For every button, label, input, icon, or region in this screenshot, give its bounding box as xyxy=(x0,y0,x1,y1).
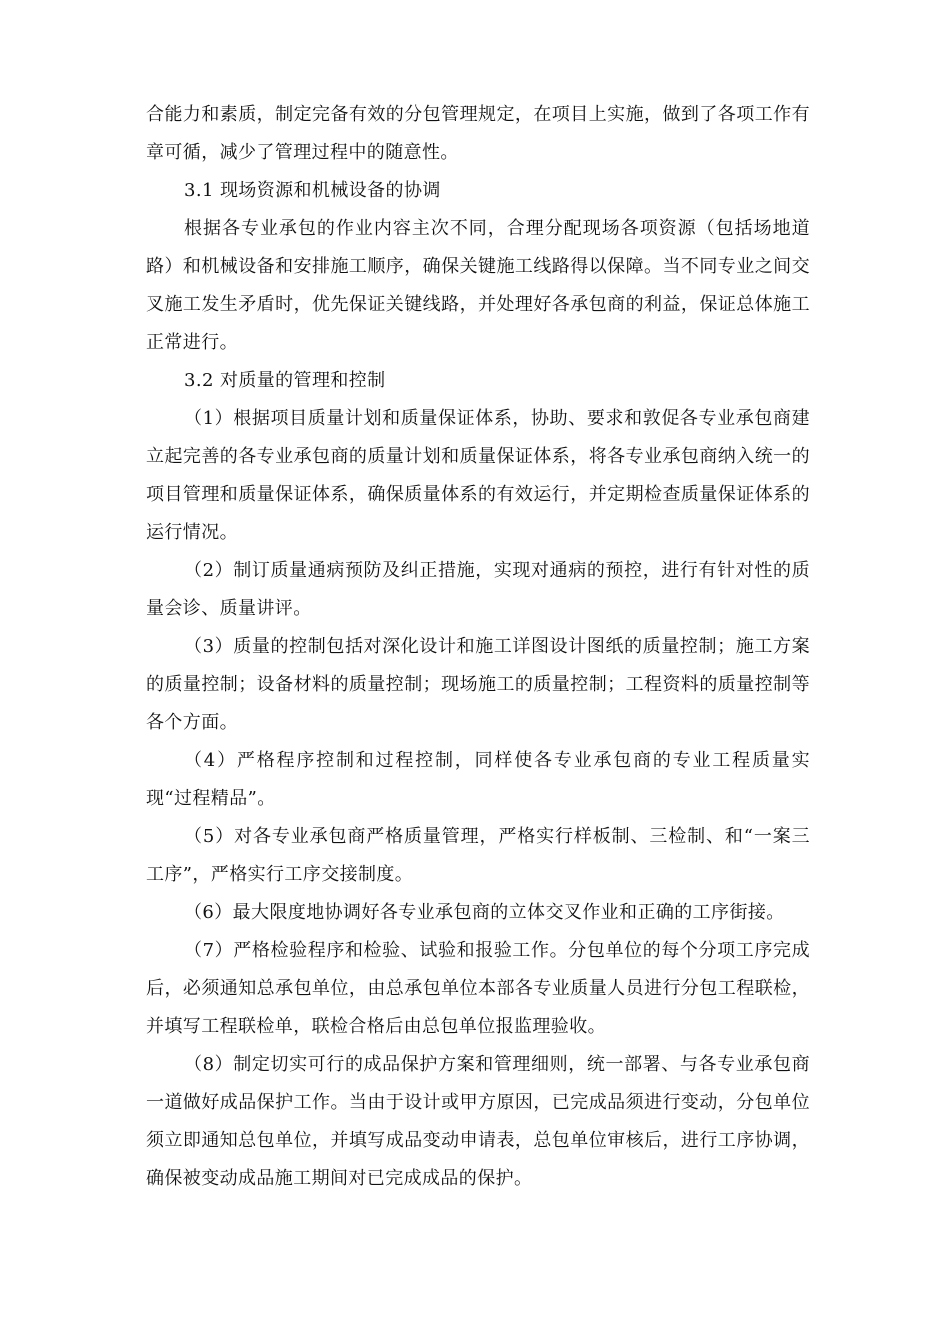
paragraph-item-6: （6）最大限度地协调好各专业承包商的立体交叉作业和正确的工序街接。 xyxy=(184,902,785,923)
paragraph-item-8: （8）制定切实可行的成品保护方案和管理细则，统一部署、与各专业承包商一道做好成品保护工作。当由于设计或甲方原因，已完成品须进行变动，分包单位须立即通知总包单位，并填写成品变动申请表，总包单位审核后，进行工序协调，确保被变动成品施工期间对已完成成品的保护。 xyxy=(146,1054,810,1189)
paragraph-item-5: （5）对各专业承包商严格质量管理，严格实行样板制、三检制、和“一案三工序”，严格实行工序交接制度。 xyxy=(146,826,810,885)
paragraph-resource-coordination: 根据各专业承包的作业内容主次不同，合理分配现场各项资源（包括场地道路）和机械设备和安排施工顺序，确保关键施工线路得以保障。当不同专业之间交叉施工发生矛盾时，优先保证关键线路，并处理好各承包商的利益，保证总体施工正常进行。 xyxy=(146,218,810,353)
document-body xyxy=(146,96,810,1198)
paragraph-item-7: （7）严格检验程序和检验、试验和报验工作。分包单位的每个分项工序完成后，必须通知总承包单位，由总承包单位本部各专业质量人员进行分包工程联检，并填写工程联检单，联检合格后由总包单位报监理验收。 xyxy=(146,940,810,1037)
paragraph-item-3: （3）质量的控制包括对深化设计和施工详图设计图纸的质量控制；施工方案的质量控制；设备材料的质量控制；现场施工的质量控制；工程资料的质量控制等各个方面。 xyxy=(146,636,810,733)
paragraph-item-1: （1）根据项目质量计划和质量保证体系，协助、要求和敦促各专业承包商建立起完善的各专业承包商的质量计划和质量保证体系，将各专业承包商纳入统一的项目管理和质量保证体系，确保质量体系的有效运行，并定期检查质量保证体系的运行情况。 xyxy=(146,408,810,543)
section-heading-3-2: 3.2 对质量的管理和控制 xyxy=(184,370,386,391)
section-heading-3-1: 3.1 现场资源和机械设备的协调 xyxy=(184,180,441,201)
paragraph-item-2: （2）制订质量通病预防及纠正措施，实现对通病的预控，进行有针对性的质量会诊、质量讲评。 xyxy=(146,560,810,619)
paragraph-continuation: 合能力和素质，制定完备有效的分包管理规定，在项目上实施，做到了各项工作有章可循，减少了管理过程中的随意性。 xyxy=(146,104,810,163)
paragraph-item-4: （4）严格程序控制和过程控制，同样使各专业承包商的专业工程质量实现“过程精品”。 xyxy=(146,750,810,809)
